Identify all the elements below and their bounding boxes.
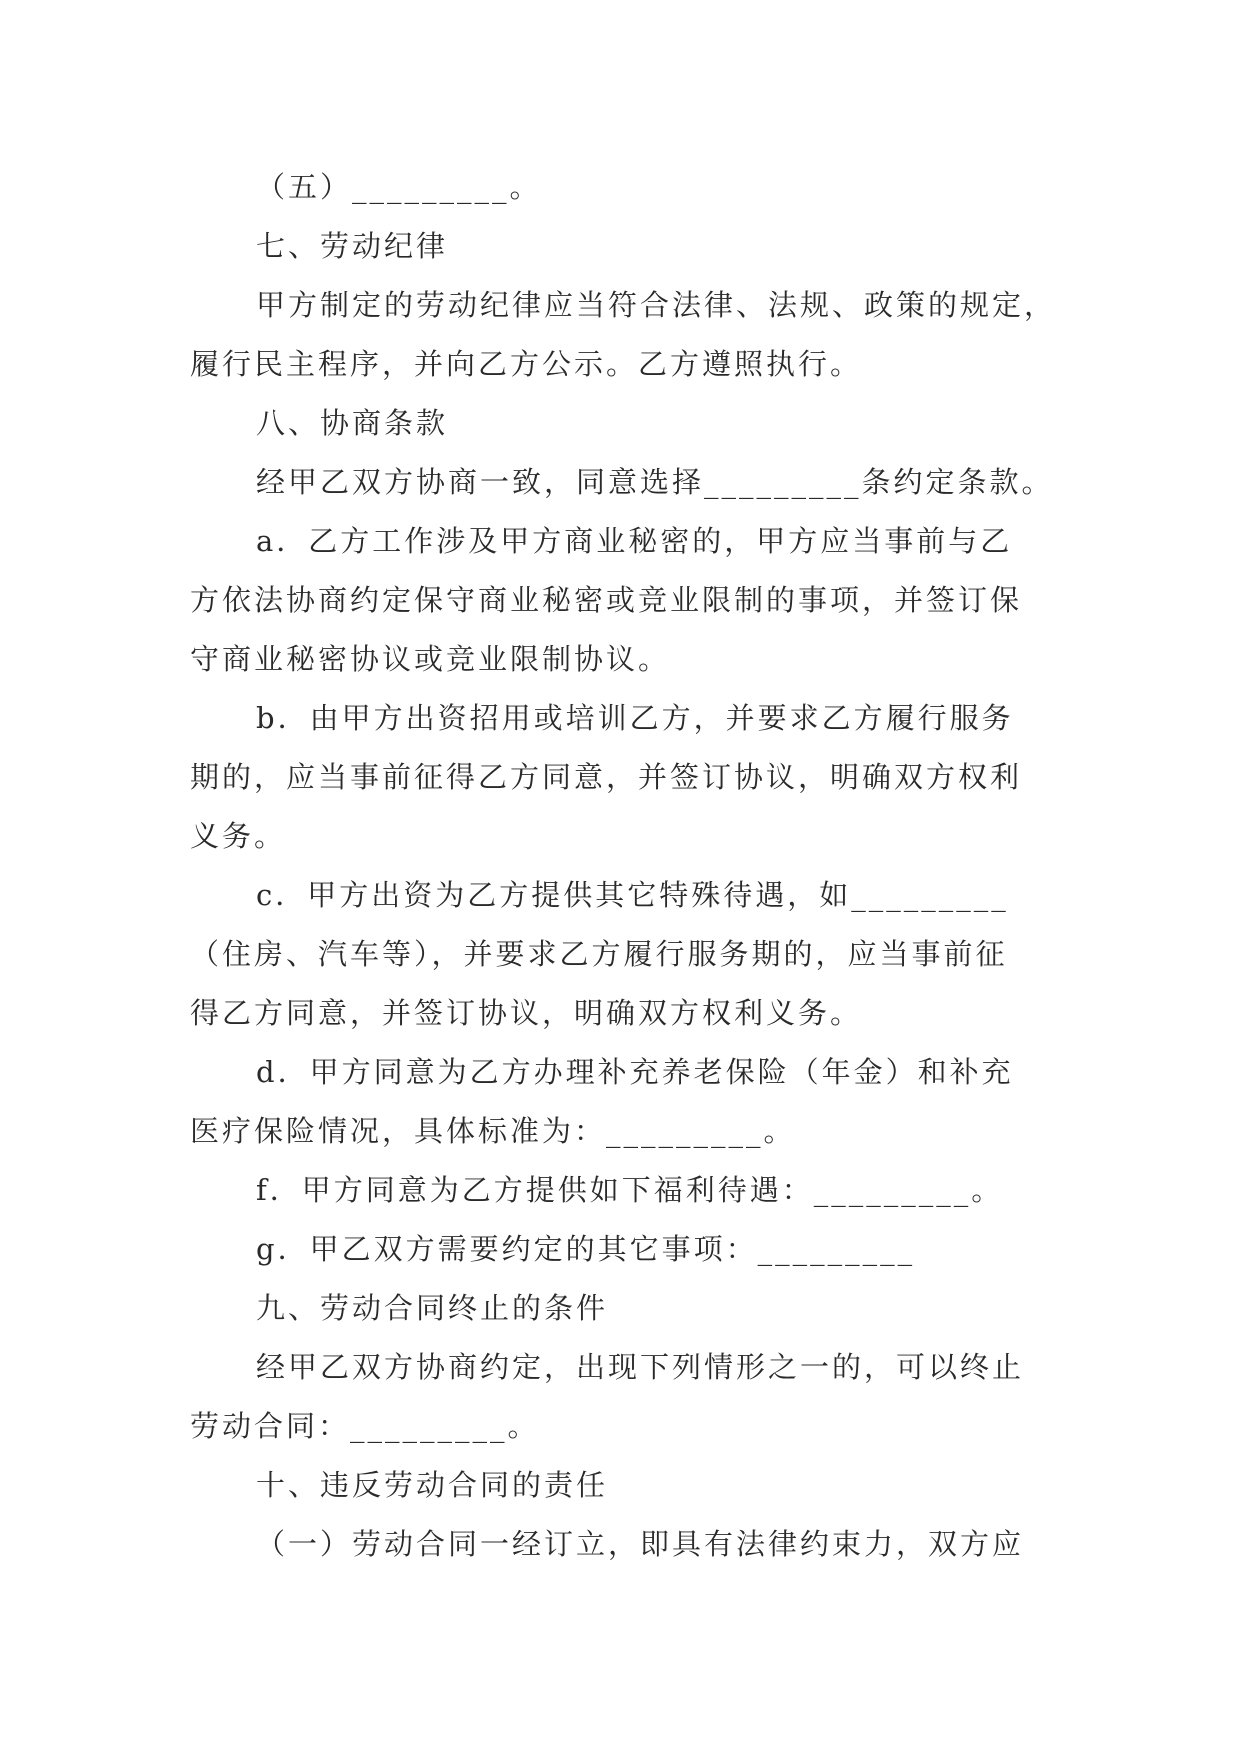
document-body [190,158,1057,1574]
text-line: 履行民主程序，并向乙方公示。乙方遵照执行。 [190,347,863,381]
text-line: 守商业秘密协议或竞业限制协议。 [190,642,671,676]
text-line: （一）劳动合同一经订立，即具有法律约束力，双方应 [256,1527,1025,1561]
text-line: 期的，应当事前征得乙方同意，并签订协议，明确双方权利 [190,760,1023,794]
text-line: 十、违反劳动合同的责任 [256,1468,609,1502]
text-line: c．甲方出资为乙方提供其它特殊待遇，如_________ [256,878,1009,912]
text-line: 义务。 [190,819,287,853]
text-line: 经甲乙双方协商一致，同意选择_________条约定条款。 [256,465,1054,499]
text-line: 劳动合同：_________。 [190,1409,540,1443]
text-line: f．甲方同意为乙方提供如下福利待遇：_________。 [256,1173,1004,1207]
text-line: d．甲方同意为乙方办理补充养老保险（年金）和补充 [256,1055,1014,1089]
text-line: 八、协商条款 [256,406,449,440]
text-line: 九、劳动合同终止的条件 [256,1291,609,1325]
text-line: 经甲乙双方协商约定，出现下列情形之一的，可以终止 [256,1350,1025,1384]
text-line: 七、劳动纪律 [256,229,449,263]
text-line: 医疗保险情况，具体标准为：_________。 [190,1114,796,1148]
text-line: 方依法协商约定保守商业秘密或竞业限制的事项，并签订保 [190,583,1023,617]
text-line: a．乙方工作涉及甲方商业秘密的，甲方应当事前与乙 [256,524,1013,558]
text-line: 甲方制定的劳动纪律应当符合法律、法规、政策的规定， [256,288,1057,322]
text-line: g．甲乙双方需要约定的其它事项：_________ [256,1232,916,1266]
text-line: （五）_________。 [256,170,542,204]
text-line: 得乙方同意，并签订协议，明确双方权利义务。 [190,996,863,1030]
text-line: （住房、汽车等），并要求乙方履行服务期的，应当事前征 [190,937,1008,971]
text-line: b．由甲方出资招用或培训乙方，并要求乙方履行服务 [256,701,1014,735]
